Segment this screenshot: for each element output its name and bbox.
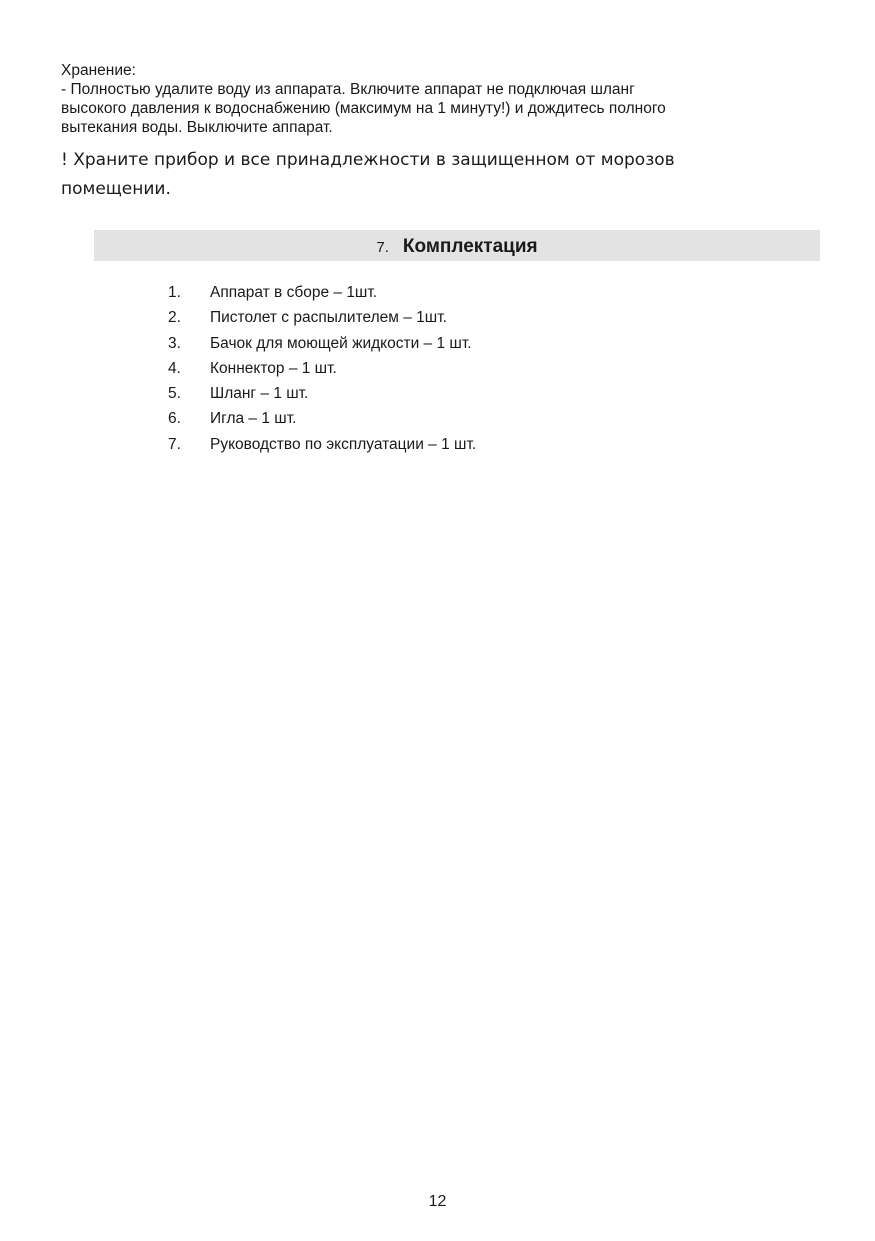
storage-line: - Полностью удалите воду из аппарата. Включите аппарат не подключая шланг <box>61 81 635 98</box>
list-item <box>168 358 476 383</box>
page-number: 12 <box>428 1193 447 1210</box>
item-text: Шланг – 1 шт. <box>210 385 309 403</box>
storage-section <box>61 61 821 137</box>
frost-warning <box>61 146 821 204</box>
list-item <box>168 282 476 307</box>
item-text: Коннектор – 1 шт. <box>210 359 337 377</box>
warning-line: ! Храните прибор и все принадлежности в защищенном от морозов <box>61 150 675 170</box>
item-text: Аппарат в сборе – 1шт. <box>210 284 378 301</box>
item-text: Бачок для моющей жидкости – 1 шт. <box>210 334 472 352</box>
item-number: 6. <box>168 410 181 428</box>
storage-line: вытекания воды. Выключите аппарат. <box>61 119 333 136</box>
item-number: 5. <box>168 385 181 403</box>
item-number: 3. <box>168 334 181 352</box>
warning-line: помещении. <box>61 179 171 199</box>
section-title: Комплектация <box>402 236 538 257</box>
item-text: Игла – 1 шт. <box>210 410 297 428</box>
list-item <box>168 434 476 459</box>
list-item <box>168 333 476 358</box>
section-header-bar <box>94 230 820 261</box>
item-text: Руководство по эксплуатации – 1 шт. <box>210 435 477 453</box>
list-item <box>168 307 476 332</box>
section-heading <box>94 230 820 261</box>
storage-heading: Хранение: <box>61 62 136 79</box>
storage-line: высокого давления к водоснабжению (максимум на 1 минуту!) и дождитесь полного <box>61 100 666 117</box>
item-number: 2. <box>168 309 181 327</box>
list-item <box>168 383 476 408</box>
kit-list <box>168 282 476 459</box>
item-number: 1. <box>168 284 181 301</box>
item-number: 7. <box>168 435 181 453</box>
item-text: Пистолет с распылителем – 1шт. <box>210 309 447 327</box>
section-number: 7. <box>376 239 389 256</box>
list-item <box>168 408 476 433</box>
item-number: 4. <box>168 359 181 377</box>
